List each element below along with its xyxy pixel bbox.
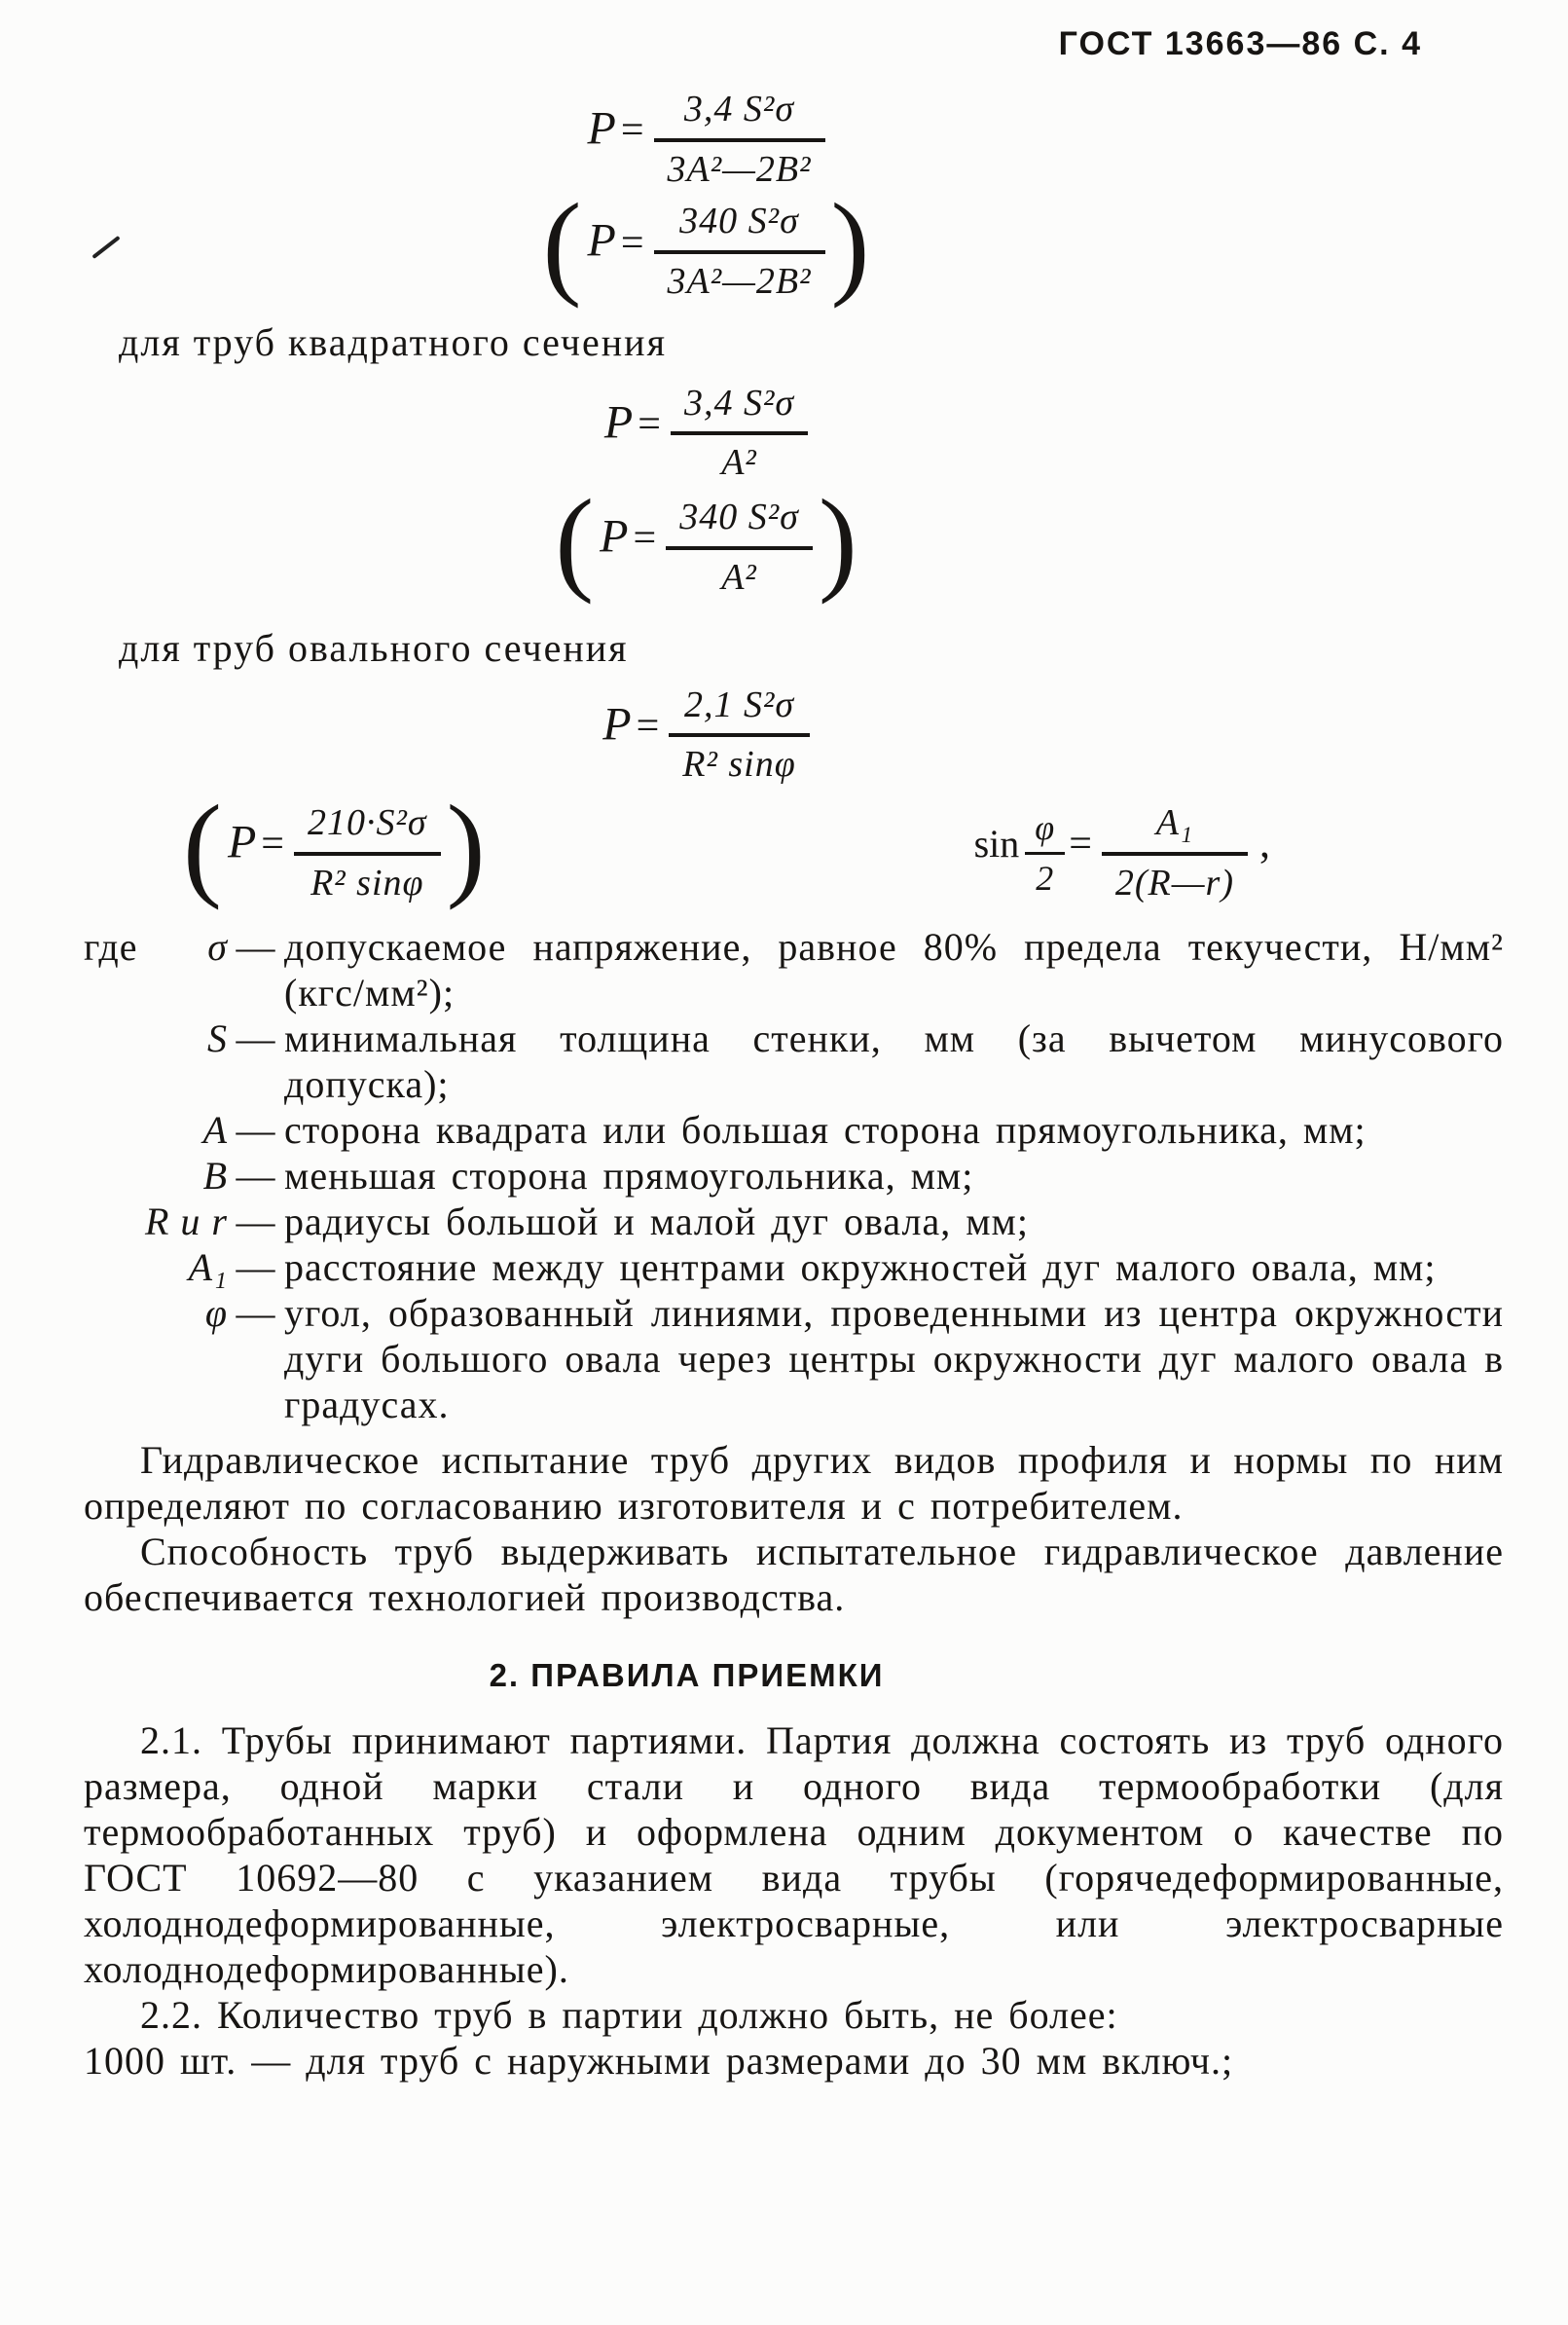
close-paren: ) [446, 780, 486, 910]
formula-sin-half-angle [974, 802, 1270, 904]
fraction-denominator: A² [721, 442, 757, 484]
fraction-denominator: R² sinφ [310, 862, 424, 904]
definition-phi [84, 1290, 1504, 1427]
open-paren: ( [183, 780, 222, 910]
fraction-numerator: φ [1025, 808, 1065, 855]
definition-sigma [84, 924, 1504, 1015]
definition-term: R и r [145, 1199, 228, 1244]
fraction-numerator: 210·S²σ [294, 802, 441, 856]
definition-description: сторона квадрата или большая сторона прямоугольника, мм; [284, 1108, 1367, 1153]
paragraph-capability: Способность труб выдерживать испытательное гидравлическое давление обеспечивается технологией производства. [84, 1530, 1504, 1620]
definition-description: радиусы большой и малой дуг овала, мм; [284, 1199, 1029, 1244]
fraction-denominator: 3A²—2B² [667, 261, 812, 303]
section-2-heading: 2. ПРАВИЛА ПРИЕМКИ [489, 1657, 885, 1694]
definition-term: σ [207, 925, 228, 970]
equals-sign: = [638, 402, 661, 448]
equals-sign: = [620, 220, 644, 266]
definition-description: минимальная толщина стенки, мм (за вычетом минусового допуска); [284, 1016, 1504, 1107]
definition-term: В [202, 1154, 228, 1199]
fraction [666, 497, 813, 599]
formula-rect-si [84, 89, 1504, 191]
formula-lhs: P [600, 510, 630, 563]
definition-description: расстояние между центрами окружностей дуг малого овала, мм; [284, 1245, 1437, 1290]
definition-description: меньшая сторона прямоугольника, мм; [284, 1154, 974, 1199]
formula-lhs: P [603, 396, 635, 449]
formula-square-kgs [84, 474, 1504, 605]
fraction-numerator: 340 S²σ [654, 201, 825, 254]
fraction [1102, 802, 1248, 904]
equals-sign: = [261, 822, 284, 867]
fraction [294, 802, 441, 904]
close-paren: ) [818, 474, 857, 605]
definition-description: допускаемое напряжение, равное 80% предела текучести, Н/мм² (кгс/мм²); [284, 925, 1504, 1015]
formula-square-si [84, 383, 1504, 485]
formula-oval-si [84, 684, 1504, 787]
equals-sign: = [636, 703, 660, 749]
fraction [671, 383, 808, 485]
definition-dash: — [236, 1016, 276, 1061]
formula-lhs: P [587, 102, 617, 155]
paragraph-2-2: 2.2. Количество труб в партии должно быть, не более: [140, 1993, 1118, 2038]
fraction-numerator: 2,1 S²σ [669, 684, 809, 738]
fraction-denominator: 2 [1036, 859, 1055, 899]
definition-r-and-r [84, 1199, 1504, 1244]
definition-b [84, 1153, 1504, 1199]
fraction-denominator: 2(R—r) [1114, 862, 1234, 904]
fraction-denominator: 3A²—2B² [667, 148, 812, 190]
equals-sign: = [633, 516, 657, 562]
formula-rect-kgs [84, 179, 1504, 310]
definition-s [84, 1015, 1504, 1107]
equals-sign: = [620, 108, 644, 154]
paragraph-2-1: 2.1. Трубы принимают партиями. Партия должна состоять из труб одного размера, одной марки стали и одного вида термообработки (для термообработанных труб) и оформлена одним документом о качестве по ГОСТ 10692—80 с указанием вида трубы (горячедеформированные, холоднодеформированные, электросварные, или электросварные холоднодеформированные). [84, 1718, 1504, 1992]
fraction-denominator: R² sinφ [682, 744, 796, 786]
formula-oval-kgs [177, 780, 492, 910]
fraction-numerator: 3,4 S²σ [671, 383, 808, 436]
definition-term: S [207, 1016, 228, 1061]
definition-dash: — [236, 1154, 276, 1199]
definition-dash: — [236, 925, 276, 970]
fraction [654, 89, 825, 191]
definition-dash: — [236, 1245, 276, 1290]
definition-description: угол, образованный линиями, проведенными из центра окружности дуги большого овала через центры окружности дуг малого овала в градусах. [284, 1291, 1504, 1427]
definition-term: А₁ [188, 1245, 228, 1290]
equals-sign: = [1069, 822, 1092, 867]
open-paren: ( [555, 474, 595, 605]
fraction-numerator: 3,4 S²σ [654, 89, 825, 142]
paragraph-hydraulic-test: Гидравлическое испытание труб других видов профиля и нормы по ним определяют по согласованию изготовителя и с потребителем. [84, 1438, 1504, 1529]
fraction [1025, 808, 1065, 900]
symbol-definitions-list [84, 924, 1504, 1427]
definition-a [84, 1107, 1504, 1153]
formula-lhs: P [602, 697, 633, 750]
definition-dash: — [236, 1199, 276, 1244]
caption-oval-section: для труб овального сечения [119, 625, 629, 670]
formula-lhs: P [227, 816, 258, 868]
formula-row-oval-kgs-and-sin [84, 780, 1504, 910]
fraction [654, 201, 825, 303]
definition-term: φ [204, 1291, 228, 1336]
close-paren: ) [830, 179, 870, 310]
page-header: ГОСТ 13663—86 С. 4 [1058, 25, 1422, 62]
fraction-denominator: A² [721, 556, 757, 598]
where-label: где [84, 925, 138, 970]
comma: , [1259, 819, 1270, 867]
formula-lhs: P [587, 214, 617, 267]
paragraph-2-2-item-1000: 1000 шт. — для труб с наружными размерами до 30 мм включ.; [84, 2039, 1234, 2084]
definition-dash: — [236, 1108, 276, 1153]
definition-dash: — [236, 1291, 276, 1336]
fraction-numerator: A₁ [1102, 802, 1248, 856]
fraction [669, 684, 809, 787]
fraction-numerator: 340 S²σ [666, 497, 813, 550]
definition-a1 [84, 1244, 1504, 1290]
definition-term: А [202, 1108, 228, 1153]
sin-function-label: sin [973, 822, 1020, 867]
open-paren: ( [542, 179, 582, 310]
caption-square-section: для труб квадратного сечения [119, 319, 667, 364]
